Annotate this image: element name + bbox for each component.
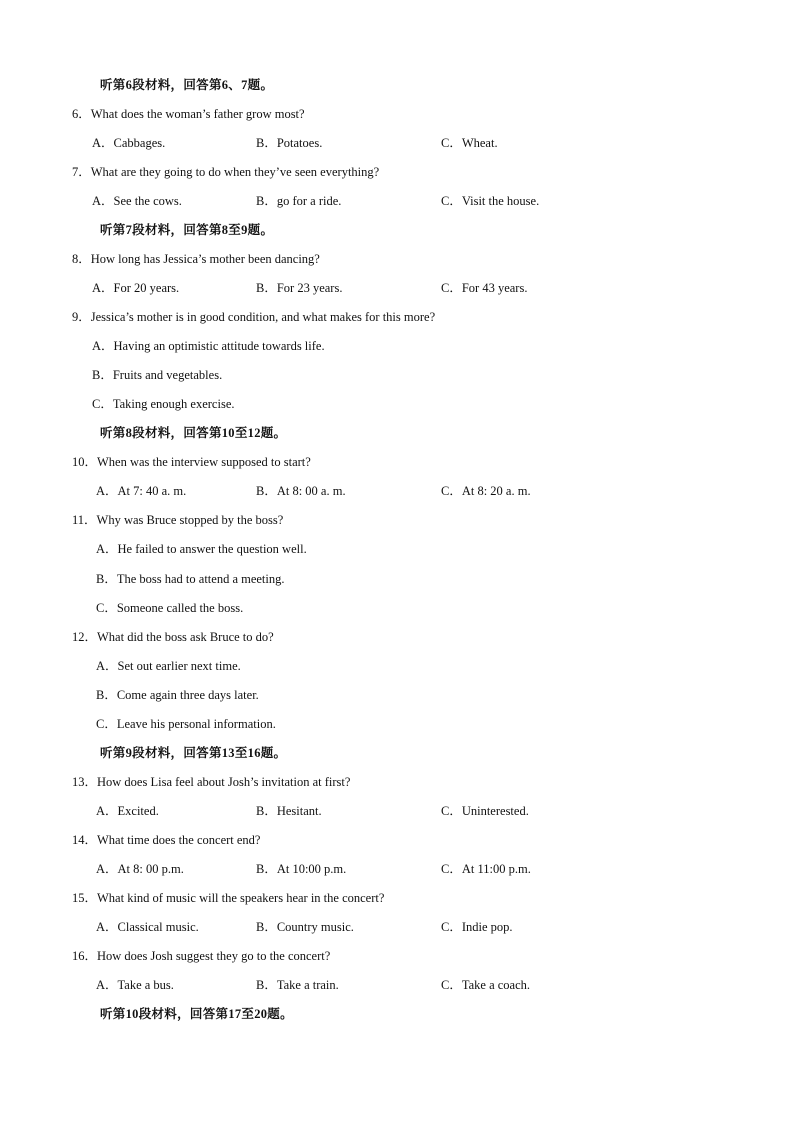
question-12-option-c: C．Leave his personal information. — [96, 717, 276, 731]
question-8-option-a: A．For 20 years. — [92, 281, 180, 295]
question-11-stem: 11．Why was Bruce stopped by the boss? — [72, 513, 284, 527]
question-16-option-a: A．Take a bus. — [96, 978, 174, 992]
question-16-option-c: C．Take a coach. — [441, 978, 531, 992]
question-14-option-b: B．At 10:00 p.m. — [256, 862, 347, 876]
question-9-stem: 9．Jessica’s mother is in good condition, and what makes for this more? — [72, 310, 436, 324]
question-8-stem: 8．How long has Jessica’s mother been dancing? — [72, 252, 320, 266]
section-heading: 听第8段材料，回答第10至12题。 — [100, 426, 287, 440]
question-10-option-b: B．At 8: 00 a. m. — [256, 484, 346, 498]
question-9-option-b: B．Fruits and vegetables. — [92, 368, 223, 382]
question-12-option-a: A．Set out earlier next time. — [96, 659, 241, 673]
question-10-option-a: A．At 7: 40 a. m. — [96, 484, 187, 498]
question-14-stem: 14．What time does the concert end? — [72, 833, 261, 847]
question-6-option-a: A．Cabbages. — [92, 136, 166, 150]
section-heading: 听第6段材料，回答第6、7题。 — [100, 78, 274, 92]
question-10-stem: 10．When was the interview supposed to start? — [72, 455, 311, 469]
question-15-option-c: C．Indie pop. — [441, 920, 513, 934]
question-11-option-a: A．He failed to answer the question well. — [96, 542, 307, 556]
question-11-option-c: C．Someone called the boss. — [96, 601, 244, 615]
section-heading: 听第9段材料，回答第13至16题。 — [100, 746, 287, 760]
question-6-stem: 6．What does the woman’s father grow most? — [72, 107, 305, 121]
question-7-option-c: C．Visit the house. — [441, 194, 540, 208]
question-15-stem: 15．What kind of music will the speakers hear in the concert? — [72, 891, 385, 905]
question-16-option-b: B．Take a train. — [256, 978, 339, 992]
question-6-option-c: C．Wheat. — [441, 136, 498, 150]
question-8-option-b: B．For 23 years. — [256, 281, 343, 295]
question-9-option-a: A．Having an optimistic attitude towards life. — [92, 339, 325, 353]
section-heading: 听第10段材料，回答第17至20题。 — [100, 1007, 293, 1021]
question-15-option-a: A．Classical music. — [96, 920, 199, 934]
question-8-option-c: C．For 43 years. — [441, 281, 528, 295]
question-11-option-b: B．The boss had to attend a meeting. — [96, 572, 285, 586]
question-13-stem: 13．How does Lisa feel about Josh’s invitation at first? — [72, 775, 351, 789]
question-16-stem: 16．How does Josh suggest they go to the concert? — [72, 949, 331, 963]
question-9-option-c: C．Taking enough exercise. — [92, 397, 235, 411]
question-7-option-b: B．go for a ride. — [256, 194, 342, 208]
question-6-option-b: B．Potatoes. — [256, 136, 323, 150]
question-10-option-c: C．At 8: 20 a. m. — [441, 484, 531, 498]
section-heading: 听第7段材料，回答第8至9题。 — [100, 223, 274, 237]
question-15-option-b: B．Country music. — [256, 920, 354, 934]
question-13-option-c: C．Uninterested. — [441, 804, 529, 818]
question-7-stem: 7．What are they going to do when they’ve seen everything? — [72, 165, 380, 179]
question-12-stem: 12．What did the boss ask Bruce to do? — [72, 630, 274, 644]
question-12-option-b: B．Come again three days later. — [96, 688, 259, 702]
question-14-option-a: A．At 8: 00 p.m. — [96, 862, 184, 876]
question-7-option-a: A．See the cows. — [92, 194, 182, 208]
question-13-option-a: A．Excited. — [96, 804, 159, 818]
question-14-option-c: C．At 11:00 p.m. — [441, 862, 531, 876]
question-13-option-b: B．Hesitant. — [256, 804, 322, 818]
